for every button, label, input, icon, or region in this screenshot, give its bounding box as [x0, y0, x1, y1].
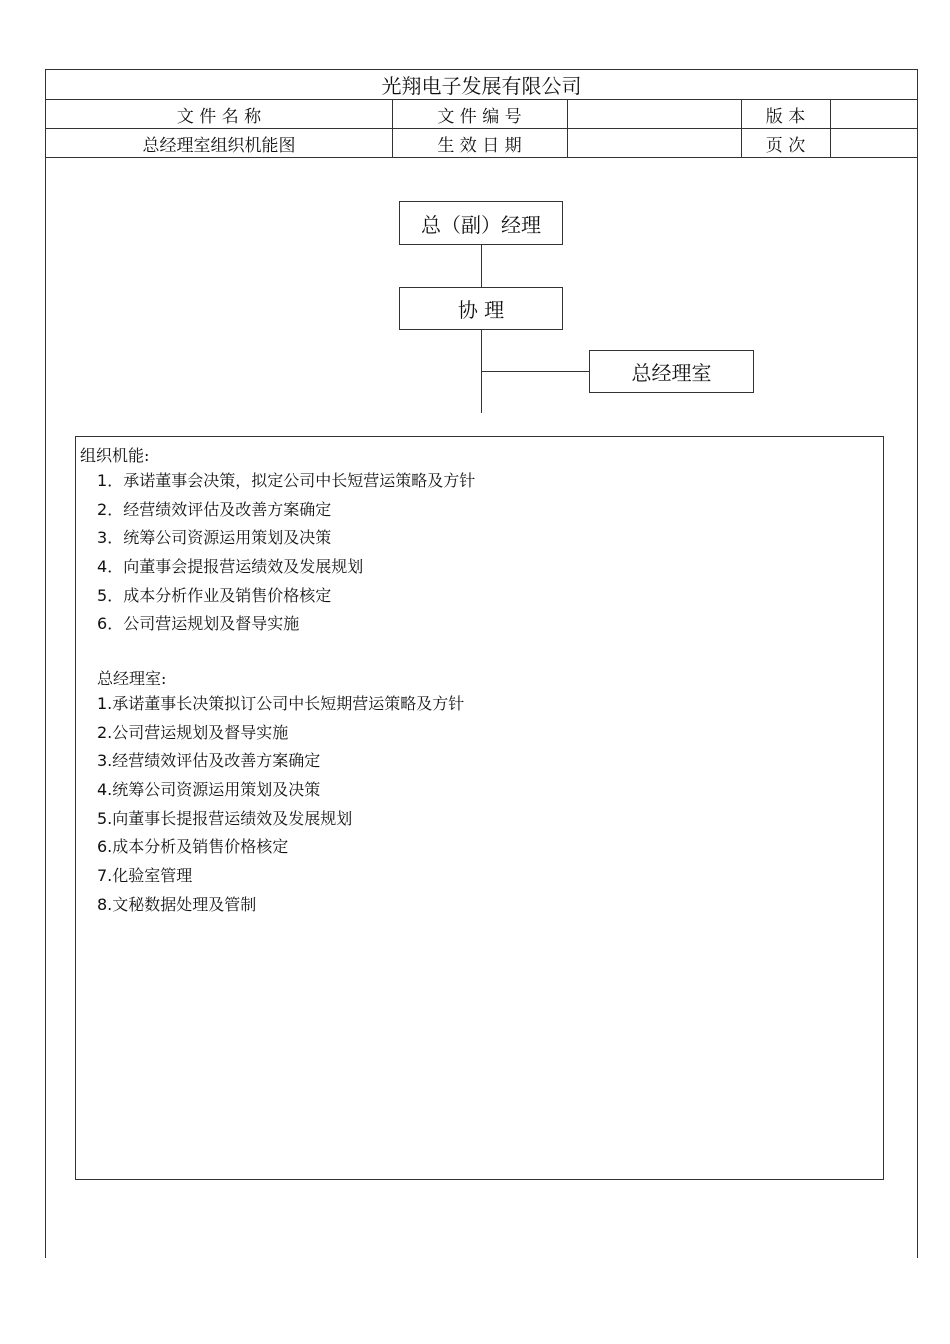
gm-office-list [97, 690, 464, 920]
title-row [45, 69, 918, 100]
functions-box [75, 436, 884, 1180]
functions-list [97, 467, 475, 639]
list-item: 5．成本分析作业及销售价格核定 [97, 585, 332, 605]
effective-date-value [567, 129, 741, 157]
page-value [830, 129, 917, 157]
effective-date-label: 生 效 日 期 [437, 135, 522, 156]
file-no-label: 文 件 编 号 [437, 106, 522, 127]
connector-line [481, 371, 590, 372]
company-name: 光翔电子发展有限公司 [381, 74, 582, 98]
list-item: 3．统筹公司资源运用策划及决策 [97, 528, 332, 548]
org-box-assistant-manager: 协 理 [399, 287, 563, 330]
list-item: 4.统筹公司资源运用策划及决策 [97, 780, 321, 800]
file-name-value: 总经理室组织机能图 [142, 135, 296, 156]
frame-right-border [917, 158, 918, 1258]
file-name-label: 文 件 名 称 [176, 106, 262, 127]
file-no-value [567, 100, 741, 128]
list-item: 3.经营绩效评估及改善方案确定 [97, 751, 321, 771]
connector-line [481, 245, 482, 287]
header-row-2 [45, 128, 918, 158]
org-box-gm-office: 总经理室 [589, 350, 754, 393]
gm-office-title: 总经理室: [97, 669, 167, 688]
functions-title: 组织机能: [80, 446, 150, 465]
list-item: 1.承诺董事长决策拟订公司中长短期营运策略及方针 [97, 694, 465, 713]
frame-left-border [45, 158, 46, 1258]
list-item: 6.成本分析及销售价格核定 [97, 837, 289, 857]
header-row-1 [45, 99, 918, 129]
page-label: 页 次 [765, 135, 806, 156]
version-label: 版 本 [765, 106, 806, 127]
list-item: 2．经营绩效评估及改善方案确定 [97, 499, 332, 519]
list-item: 1．承诺董事会决策，拟定公司中长短营运策略及方针 [97, 471, 476, 490]
list-item: 4．向董事会提报营运绩效及发展规划 [97, 557, 364, 577]
list-item: 8.文秘数据处理及管制 [97, 894, 257, 914]
list-item: 6．公司营运规划及督导实施 [97, 614, 300, 634]
list-item: 2.公司营运规划及督导实施 [97, 722, 289, 742]
version-value [830, 100, 917, 128]
list-item: 5.向董事长提报营运绩效及发展规划 [97, 808, 353, 828]
list-item: 7.化验室管理 [97, 866, 193, 886]
org-box-general-manager: 总（副）经理 [399, 201, 563, 245]
